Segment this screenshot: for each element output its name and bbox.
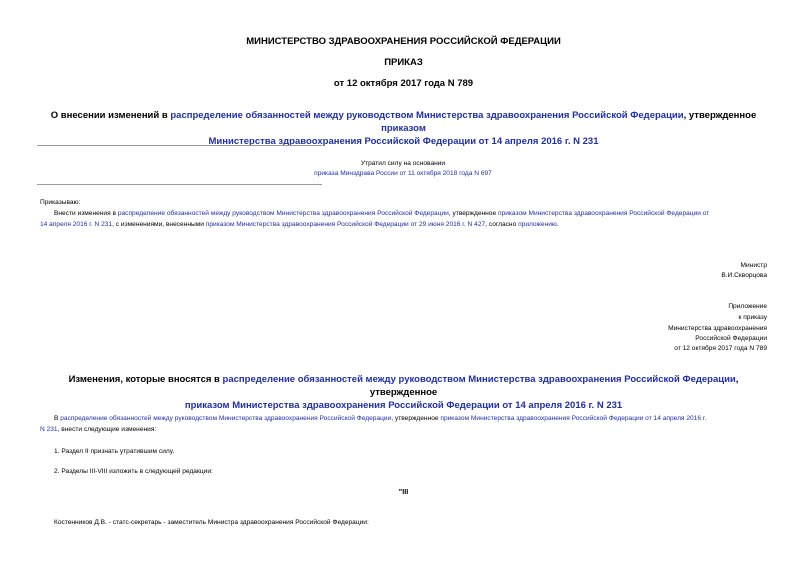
title-text-1: О внесении изменений в [50,110,171,121]
paragraph-text-2: , утвержденное [448,210,498,217]
paragraph-link-appendix[interactable]: приложению [518,221,557,228]
appendix-line3: Министерства здравоохранения [668,325,767,332]
paragraph-text-1: Внести изменения в [54,210,118,217]
section-marker: "III [398,487,409,496]
changes-title-text-1: Изменения, которые вносятся в [68,374,223,385]
paragraph-text-4: , согласно [485,221,519,228]
order-date-number: от 12 октября 2017 года N 789 [333,78,474,89]
status-note-line1: Утратил силу на основании [360,160,446,167]
appendix-line1: Приложение [728,303,767,310]
changes-text-1: В [54,415,61,422]
changes-link-order-b[interactable]: N 231 [40,426,58,433]
appendix-line2: к приказу [738,314,767,321]
ministry-heading: МИНИСТЕРСТВО ЗДРАВООХРАНЕНИЯ РОССИЙСКОЙ ФЕДЕРАЦИИ [246,36,561,47]
title-link-order-detail[interactable]: Министерства здравоохранения Российской Федерации от 14 апреля 2016 г. N 231 [208,136,599,147]
changes-title-link-order[interactable]: приказом Министерства здравоохранения Российской Федерации от 14 апреля 2016 г. N 231 [184,400,623,411]
signature-name: В.И.Скворцова [721,272,767,279]
paragraph-text-5: . [556,221,559,228]
paragraph-link-order-427[interactable]: приказом Министерства здравоохранения Российской Федерации от 29 июня 2016 г. N 427 [205,221,486,228]
prikazyvayu-label: Приказываю: [40,199,81,206]
changes-link-order-a[interactable]: приказом Министерства здравоохранения Российской Федерации от 14 апреля 2016 г. [440,415,707,422]
changes-title-link-distribution[interactable]: распределение обязанностей между руководством Министерства здравоохранения Российской Федерации [222,374,736,385]
changes-link-distribution-a[interactable]: распределение обязанностей [60,415,152,422]
changes-text-2: , утвержденное [391,415,441,422]
status-note-link[interactable]: приказа Минздрава России от 11 октября 2018 года N 697 [314,170,492,177]
order-title [40,109,767,148]
doc-type-heading: ПРИКАЗ [384,57,423,68]
title-link-order[interactable]: приказом [381,123,426,134]
signature-position: Министр [740,262,767,269]
paragraph-link-distribution[interactable]: распределение обязанностей между руководством Министерства здравоохранения Российской Федерации [117,210,449,217]
changes-title [40,373,767,412]
changes-paragraph [40,413,775,435]
changes-title-text-2: , утвержденное [369,374,739,398]
appendix-line4: Российской Федерации [695,335,767,342]
paragraph-link-order-231-b[interactable]: 14 апреля 2016 г. N 231 [40,221,113,228]
change-item-2: 2. Разделы III-VIII изложить в следующей редакции: [54,468,213,475]
order-paragraph [40,208,775,230]
changes-link-distribution-b[interactable]: между руководством Министерства здравоохранения Российской Федерации [153,415,392,422]
paragraph-link-order-231-a[interactable]: приказом Министерства здравоохранения Российской Федерации от [497,210,710,217]
divider-bottom [37,184,322,185]
title-text-2: , утвержденное [683,110,757,121]
divider-top [37,145,322,146]
title-link-distribution[interactable]: распределение обязанностей между руководством Министерства здравоохранения Российской Федерации [170,110,684,121]
change-item-1: 1. Раздел II признать утратившим силу. [54,448,175,455]
appendix-line5: от 12 октября 2017 года N 789 [674,345,767,352]
paragraph-text-3: , с изменениями, внесенными [112,221,206,228]
kostennikov-line: Костенников Д.В. - статс-секретарь - заместитель Министра здравоохранения Российской Федерации: [54,519,369,526]
changes-text-3: , внести следующие изменения: [57,426,157,433]
